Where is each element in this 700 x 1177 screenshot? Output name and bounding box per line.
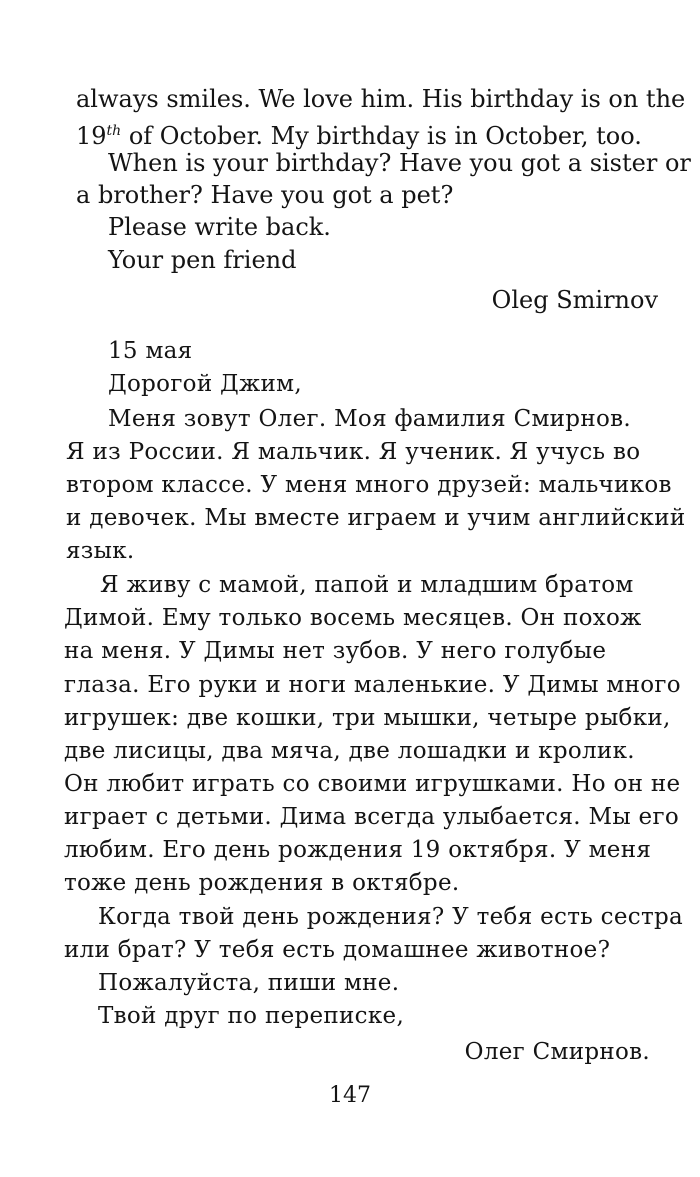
english-line-4: a brother? Have you got a pet? [76, 181, 454, 209]
russian-date: 15 мая [108, 338, 193, 364]
russian-p1-line-5: язык. [66, 538, 135, 564]
russian-p3-line-1: Когда твой день рождения? У тебя есть сестра [98, 904, 684, 930]
english-line-5: Please write back. [108, 213, 331, 241]
english-line-6: Your pen friend [108, 246, 297, 274]
ordinal-number: 19 [76, 122, 107, 150]
english-line-2-rest: of October. My birthday is in October, too. [121, 122, 642, 150]
russian-p2-line-9: любим. Его день рождения 19 октября. У меня [64, 837, 652, 863]
russian-p2-line-4: глаза. Его руки и ноги маленькие. У Димы много [64, 672, 681, 698]
russian-p2-line-7: Он любит играть со своими игрушками. Но он не [64, 771, 681, 797]
russian-p1-line-4: и девочек. Мы вместе играем и учим английский [66, 505, 686, 531]
russian-p2-line-10: тоже день рождения в октябре. [64, 870, 460, 896]
ordinal-suffix: th [106, 123, 122, 139]
russian-p2-line-1: Я живу с мамой, папой и младшим братом [100, 572, 634, 598]
russian-p2-line-2: Димой. Ему только восемь месяцев. Он похож [64, 605, 642, 631]
russian-p2-line-5: игрушек: две кошки, три мышки, четыре рыбки, [64, 705, 671, 731]
russian-p1-line-2: Я из России. Я мальчик. Я ученик. Я учусь во [66, 439, 641, 465]
russian-p4: Пожалуйста, пиши мне. [98, 970, 400, 996]
russian-p2-line-8: играет с детьми. Дима всегда улыбается. Мы его [64, 804, 679, 830]
english-signature: Oleg Smirnov [491, 286, 658, 314]
russian-greeting: Дорогой Джим, [108, 371, 302, 397]
english-line-2 [76, 116, 642, 151]
page-number: 147 [329, 1083, 371, 1108]
russian-p1-line-3: втором классе. У меня много друзей: мальчиков [66, 472, 672, 498]
russian-p2-line-3: на меня. У Димы нет зубов. У него голубые [64, 638, 607, 664]
russian-signature: Олег Смирнов. [464, 1039, 650, 1065]
russian-p5: Твой друг по переписке, [98, 1003, 405, 1029]
english-line-3: When is your birthday? Have you got a sister or [108, 149, 691, 177]
russian-p2-line-6: две лисицы, два мяча, две лошадки и кролик. [64, 738, 635, 764]
russian-p1-line-1: Меня зовут Олег. Моя фамилия Смирнов. [108, 406, 631, 432]
russian-p3-line-2: или брат? У тебя есть домашнее животное? [64, 937, 611, 963]
english-line-1: always smiles. We love him. His birthday is on the [76, 85, 686, 113]
